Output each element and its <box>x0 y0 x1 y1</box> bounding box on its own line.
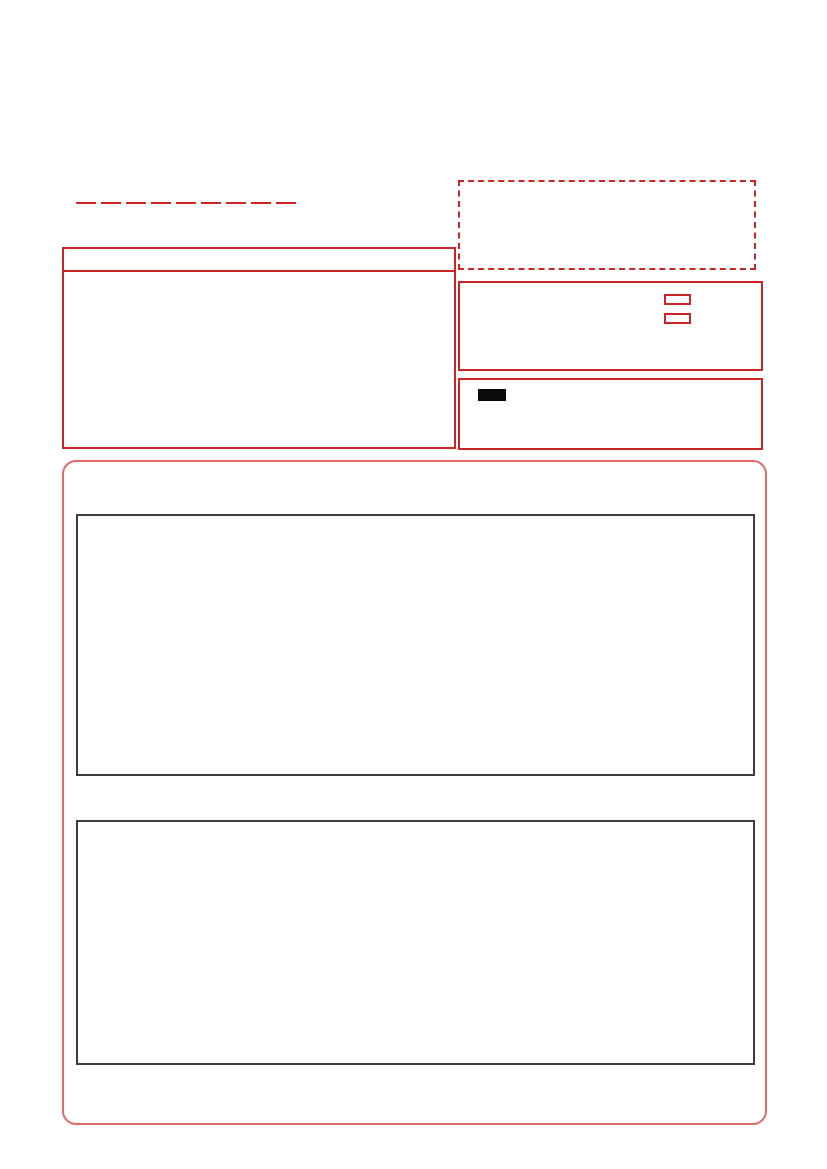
violation-mark-box[interactable] <box>664 313 691 324</box>
wrong-fill-row <box>470 405 751 425</box>
name-input-line[interactable] <box>76 190 298 204</box>
notice-body <box>62 272 456 449</box>
forbidden-panel <box>458 281 763 371</box>
correct-fill-row <box>470 385 751 405</box>
absent-mark-box[interactable] <box>664 294 691 305</box>
notice-title <box>62 247 456 272</box>
name-row <box>68 190 298 204</box>
main-answer-region <box>62 460 767 1125</box>
correct-fill-example <box>478 389 506 401</box>
notice-panel <box>62 247 456 449</box>
fill-sample-panel <box>458 378 763 450</box>
barcode-area <box>458 180 756 270</box>
question-26-box <box>76 820 755 1065</box>
violation-mark-row <box>470 309 751 328</box>
choice-grid <box>76 514 755 776</box>
absent-mark-row <box>470 290 751 309</box>
